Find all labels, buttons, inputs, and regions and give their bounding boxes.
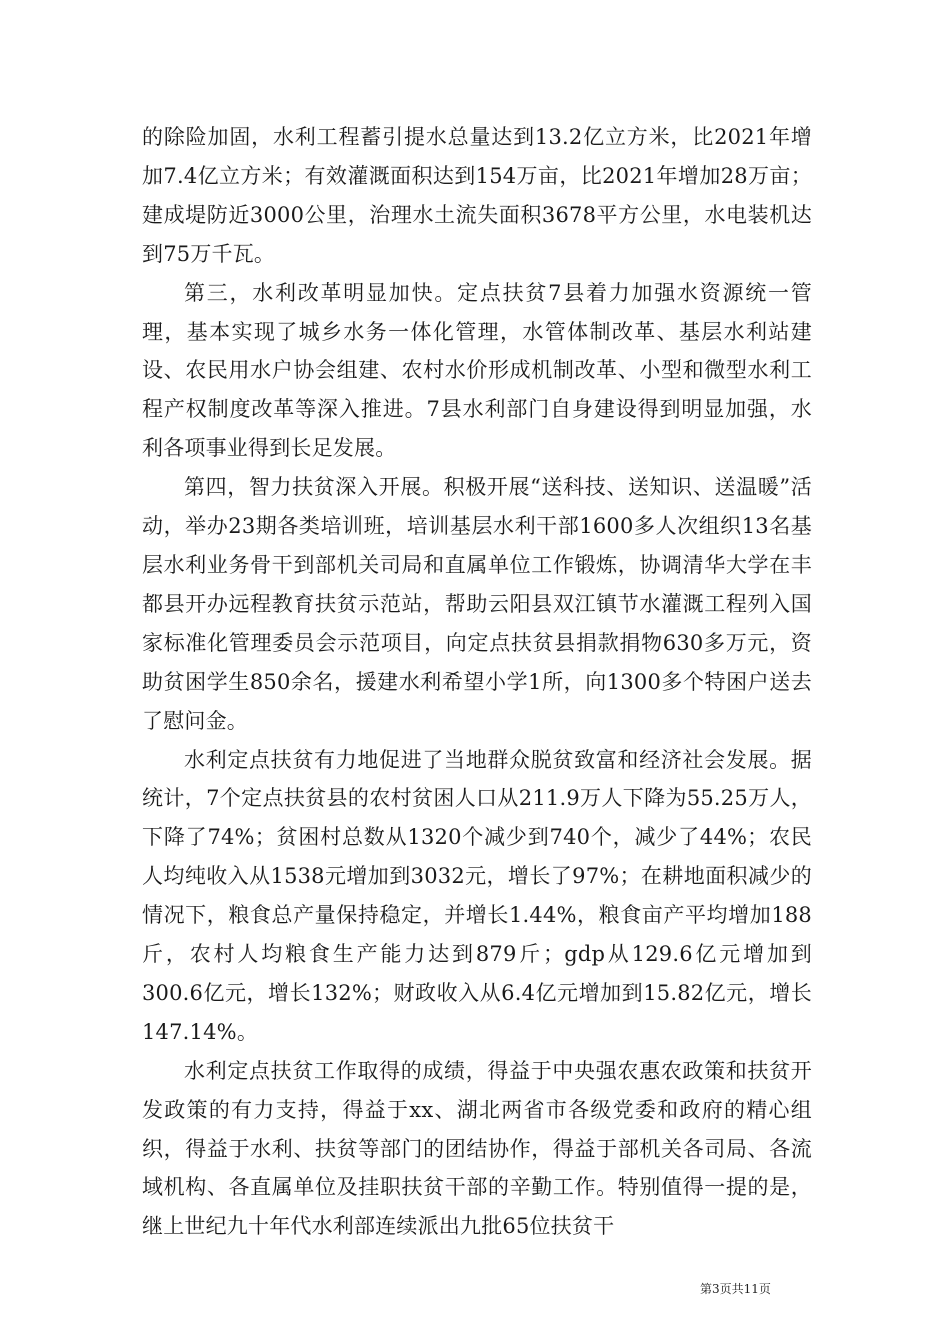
paragraph-3: 第四，智力扶贫深入开展。积极开展“送科技、送知识、送温暖”活动，举办23期各类培训班，培训基层水利干部1600多人次组织13名基层水利业务骨干到部机关司局和直属单位工作锻炼，协调清华大学在丰都县开办远程教育扶贫示范站，帮助云阳县双江镇节水灌溉工程列入国家标准化管理委员会示范项目，向定点扶贫县捐款捐物630多万元，资助贫困学生850余名，援建水利希望小学1所，向1300多个特困户送去了慰问金。 bbox=[142, 475, 812, 733]
paragraph-5: 水利定点扶贫工作取得的成绩，得益于中央强农惠农政策和扶贫开发政策的有力支持，得益于xx、湖北两省市各级党委和政府的精心组织，得益于水利、扶贫等部门的团结协作，得益于部机关各司局、各流域机构、各直属单位及挂职扶贫干部的辛勤工作。特别值得一提的是，继上世纪九十年代水利部连续派出九批65位扶贫干 bbox=[142, 1058, 812, 1239]
document-body bbox=[142, 118, 812, 1246]
paragraph-4: 水利定点扶贫有力地促进了当地群众脱贫致富和经济社会发展。据统计，7个定点扶贫县的农村贫困人口从211.9万人下降为55.25万人，下降了74%；贫困村总数从1320个减少到740个，减少了44%；农民人均纯收入从1538元增加到3032元，增长了97%；在耕地面积减少的情况下，粮食总产量保持稳定，并增长1.44%，粮食亩产平均增加188斤，农村人均粮食生产能力达到879斤；gdp从129.6亿元增加到300.6亿元，增长132%；财政收入从6.4亿元增加到15.82亿元，增长147.14%。 bbox=[142, 747, 812, 1044]
paragraph-1: 的除险加固，水利工程蓄引提水总量达到13.2亿立方米，比2021年增加7.4亿立方米；有效灌溉面积达到154万亩，比2021年增加28万亩；建成堤防近3000公里，治理水土流失面积3678平方公里，水电装机达到75万千瓦。 bbox=[142, 125, 812, 266]
paragraph-2: 第三，水利改革明显加快。定点扶贫7县着力加强水资源统一管理，基本实现了城乡水务一体化管理，水管体制改革、基层水利站建设、农民用水户协会组建、农村水价形成机制改革、小型和微型水利工程产权制度改革等深入推进。7县水利部门自身建设得到明显加强，水利各项事业得到长足发展。 bbox=[142, 280, 812, 461]
page-number-footer: 第3页共11页 bbox=[700, 1282, 771, 1296]
